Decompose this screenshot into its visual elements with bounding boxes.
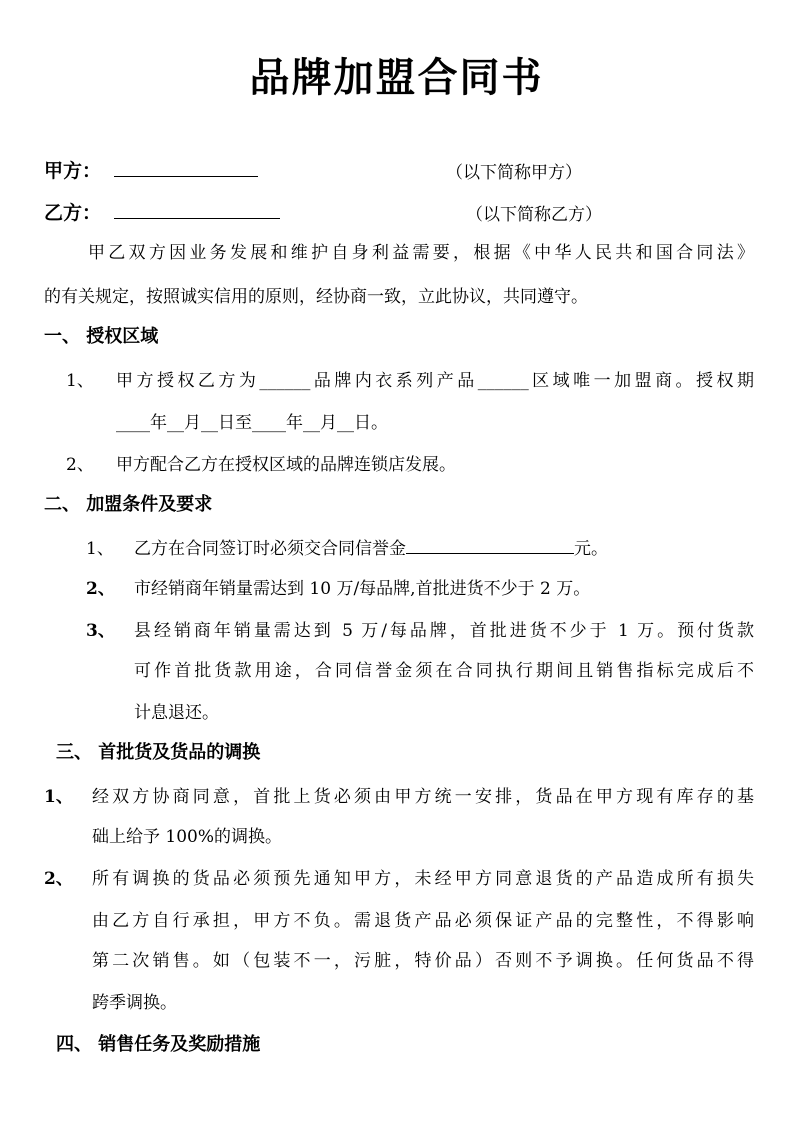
party-a-label: 甲方：	[44, 160, 102, 182]
section-1-item-1-line-1: 甲方授权乙方为______品牌内衣系列产品______区域唯一加盟商。授权期	[116, 371, 754, 391]
section-1-item-2-line-1: 甲方配合乙方在授权区域的品牌连锁店发展。	[116, 455, 456, 475]
section-2-item-3-line-2: 可作首批货款用途，合同信誉金须在合同执行期间且销售指标完成后不	[134, 661, 754, 681]
section-1-heading: 一、 授权区域	[44, 326, 159, 347]
section-3-item-2-line-1: 所有调换的货品必须预先通知甲方，未经甲方同意退货的产品造成所有损失	[92, 869, 754, 889]
section-3-item-2-line-4: 跨季调换。	[92, 993, 177, 1013]
section-2-item-2-number: 2、	[86, 579, 115, 599]
section-3-item-1-line-2: 础上给予 100%的调换。	[92, 827, 283, 847]
section-1-item-1-number: 1、	[66, 371, 94, 391]
section-3-item-1-line-1: 经双方协商同意，首批上货必须由甲方统一安排，货品在甲方现有库存的基	[92, 787, 754, 807]
party-a-blank[interactable]	[114, 158, 258, 181]
section-3-item-2-line-2: 由乙方自行承担，甲方不负。需退货产品必须保证产品的完整性，不得影响	[92, 911, 754, 931]
section-4-heading: 四、 销售任务及奖励措施	[56, 1034, 261, 1055]
section-2-heading: 二、 加盟条件及要求	[44, 494, 213, 515]
section-2-item-1-line-1: 乙方在合同签订时必须交合同信誉金 元。	[134, 534, 608, 559]
intro-line-1: 甲乙双方因业务发展和维护自身利益需要，根据《中华人民共和国合同法》	[88, 243, 754, 263]
deposit-amount-blank[interactable]	[406, 535, 574, 554]
section-2-item-3-line-1: 县经销商年销量需达到 5 万/每品牌，首批进货不少于 1 万。预付货款	[134, 621, 754, 641]
section-2-item-3-number: 3、	[86, 621, 115, 641]
intro-line-2: 的有关规定，按照诚实信用的原则，经协商一致，立此协议，共同遵守。	[44, 287, 588, 307]
section-2-item-1-number: 1、	[86, 539, 114, 559]
section-1-item-2-number: 2、	[66, 455, 94, 475]
party-b-note: （以下简称乙方）	[466, 205, 602, 225]
party-b-blank[interactable]	[114, 200, 280, 223]
section-3-heading: 三、 首批货及货品的调换	[56, 742, 261, 763]
section-2-item-2-line-1: 市经销商年销量需达到 10 万/每品牌,首批进货不少于 2 万。	[134, 579, 591, 599]
section-3-item-1-number: 1、	[44, 787, 73, 807]
section-2-item-3-line-3: 计息退还。	[134, 703, 219, 723]
party-a-note: （以下简称甲方）	[446, 163, 582, 183]
party-b-label: 乙方：	[44, 202, 102, 224]
section-3-item-2-line-3: 第二次销售。如（包装不一，污脏，特价品）否则不予调换。任何货品不得	[92, 951, 754, 971]
section-1-item-1-line-2: ____年__月__日至____年__月__日。	[116, 413, 388, 433]
section-3-item-2-number: 2、	[44, 869, 73, 889]
document-title: 品牌加盟合同书	[249, 55, 544, 101]
